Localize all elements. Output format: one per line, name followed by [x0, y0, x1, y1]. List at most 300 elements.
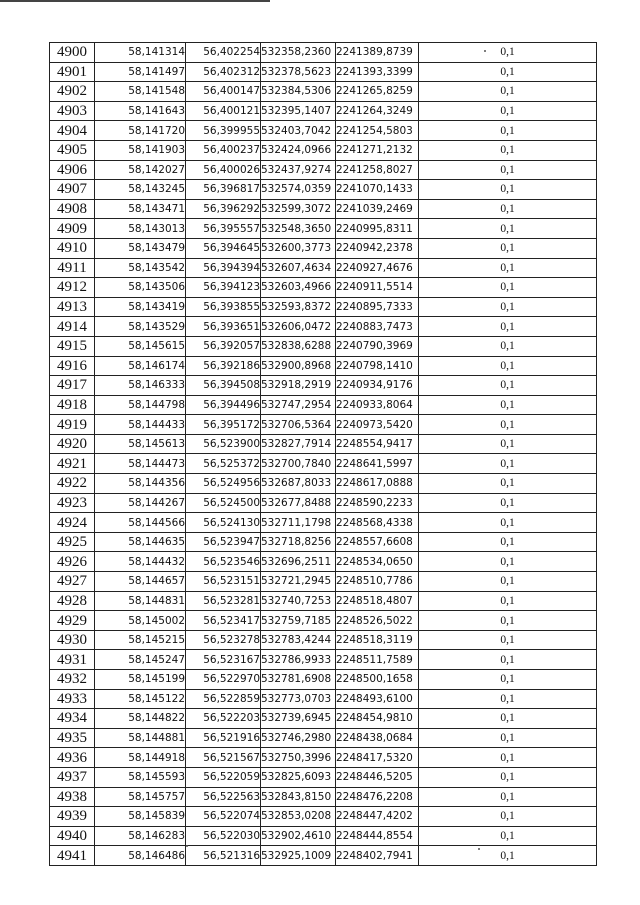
longitude-cell: 56,402312 — [186, 62, 261, 82]
coord-x-cell: 532918,2919 — [261, 376, 336, 396]
table-row — [50, 650, 597, 670]
point-number-cell: 4906 — [50, 160, 95, 180]
table-row — [50, 630, 597, 650]
coord-y-cell: 2240995,8311 — [336, 219, 419, 239]
latitude-cell: 58,144918 — [95, 748, 186, 768]
scan-speck — [484, 50, 486, 52]
coord-x-cell: 532783,4244 — [261, 630, 336, 650]
latitude-cell: 58,146174 — [95, 356, 186, 376]
latitude-cell: 58,143419 — [95, 297, 186, 317]
longitude-cell: 56,521316 — [186, 846, 261, 866]
coord-y-cell: 2248438,0684 — [336, 728, 419, 748]
coordinates-table — [49, 42, 597, 866]
coord-y-cell: 2241264,3249 — [336, 101, 419, 121]
accuracy-cell: 0,1 — [419, 846, 597, 866]
accuracy-cell: 0,1 — [419, 709, 597, 729]
latitude-cell: 58,145757 — [95, 787, 186, 807]
coord-y-cell: 2240973,5420 — [336, 415, 419, 435]
accuracy-cell: 0,1 — [419, 219, 597, 239]
coord-y-cell: 2248402,7941 — [336, 846, 419, 866]
coord-y-cell: 2248476,2208 — [336, 787, 419, 807]
coord-y-cell: 2248554,9417 — [336, 434, 419, 454]
table-row — [50, 474, 597, 494]
accuracy-cell: 0,1 — [419, 140, 597, 160]
coord-x-cell: 532593,8372 — [261, 297, 336, 317]
table-row — [50, 395, 597, 415]
table-row — [50, 611, 597, 631]
longitude-cell: 56,400147 — [186, 82, 261, 102]
latitude-cell: 58,146283 — [95, 826, 186, 846]
coord-x-cell: 532437,9274 — [261, 160, 336, 180]
longitude-cell: 56,523167 — [186, 650, 261, 670]
table-row — [50, 62, 597, 82]
accuracy-cell: 0,1 — [419, 121, 597, 141]
coord-x-cell: 532403,7042 — [261, 121, 336, 141]
table-row — [50, 336, 597, 356]
point-number-cell: 4926 — [50, 552, 95, 572]
coord-x-cell: 532781,6908 — [261, 670, 336, 690]
table-row — [50, 689, 597, 709]
table-row — [50, 278, 597, 298]
latitude-cell: 58,144881 — [95, 728, 186, 748]
longitude-cell: 56,524956 — [186, 474, 261, 494]
coord-y-cell: 2248447,4202 — [336, 807, 419, 827]
table-row — [50, 219, 597, 239]
latitude-cell: 58,145593 — [95, 767, 186, 787]
table-row — [50, 846, 597, 866]
coord-y-cell: 2240895,7333 — [336, 297, 419, 317]
point-number-cell: 4941 — [50, 846, 95, 866]
point-number-cell: 4903 — [50, 101, 95, 121]
point-number-cell: 4938 — [50, 787, 95, 807]
point-number-cell: 4934 — [50, 709, 95, 729]
longitude-cell: 56,522203 — [186, 709, 261, 729]
longitude-cell: 56,394496 — [186, 395, 261, 415]
accuracy-cell: 0,1 — [419, 591, 597, 611]
longitude-cell: 56,521567 — [186, 748, 261, 768]
longitude-cell: 56,523278 — [186, 630, 261, 650]
longitude-cell: 56,523546 — [186, 552, 261, 572]
longitude-cell: 56,523151 — [186, 572, 261, 592]
accuracy-cell: 0,1 — [419, 650, 597, 670]
point-number-cell: 4935 — [50, 728, 95, 748]
coord-y-cell: 2241393,3399 — [336, 62, 419, 82]
longitude-cell: 56,396817 — [186, 180, 261, 200]
latitude-cell: 58,144831 — [95, 591, 186, 611]
longitude-cell: 56,523281 — [186, 591, 261, 611]
table-row — [50, 258, 597, 278]
coord-x-cell: 532900,8968 — [261, 356, 336, 376]
latitude-cell: 58,144657 — [95, 572, 186, 592]
table-row — [50, 160, 597, 180]
accuracy-cell: 0,1 — [419, 767, 597, 787]
longitude-cell: 56,394394 — [186, 258, 261, 278]
scan-speck — [186, 845, 188, 847]
longitude-cell: 56,394123 — [186, 278, 261, 298]
coord-x-cell: 532739,6945 — [261, 709, 336, 729]
point-number-cell: 4925 — [50, 532, 95, 552]
coord-y-cell: 2248568,4338 — [336, 513, 419, 533]
point-number-cell: 4936 — [50, 748, 95, 768]
latitude-cell: 58,144566 — [95, 513, 186, 533]
point-number-cell: 4902 — [50, 82, 95, 102]
latitude-cell: 58,145002 — [95, 611, 186, 631]
accuracy-cell: 0,1 — [419, 434, 597, 454]
table-row — [50, 591, 597, 611]
longitude-cell: 56,394508 — [186, 376, 261, 396]
point-number-cell: 4927 — [50, 572, 95, 592]
accuracy-cell: 0,1 — [419, 180, 597, 200]
latitude-cell: 58,145122 — [95, 689, 186, 709]
point-number-cell: 4914 — [50, 317, 95, 337]
accuracy-cell: 0,1 — [419, 43, 597, 63]
accuracy-cell: 0,1 — [419, 199, 597, 219]
coord-y-cell: 2248617,0888 — [336, 474, 419, 494]
accuracy-cell: 0,1 — [419, 748, 597, 768]
point-number-cell: 4900 — [50, 43, 95, 63]
longitude-cell: 56,400121 — [186, 101, 261, 121]
point-number-cell: 4919 — [50, 415, 95, 435]
accuracy-cell: 0,1 — [419, 297, 597, 317]
accuracy-cell: 0,1 — [419, 670, 597, 690]
coord-x-cell: 532677,8488 — [261, 493, 336, 513]
point-number-cell: 4920 — [50, 434, 95, 454]
table-row — [50, 238, 597, 258]
table-row — [50, 513, 597, 533]
accuracy-cell: 0,1 — [419, 630, 597, 650]
longitude-cell: 56,399955 — [186, 121, 261, 141]
accuracy-cell: 0,1 — [419, 689, 597, 709]
coord-y-cell: 2248557,6608 — [336, 532, 419, 552]
coord-x-cell: 532358,2360 — [261, 43, 336, 63]
table-row — [50, 493, 597, 513]
point-number-cell: 4911 — [50, 258, 95, 278]
table-row — [50, 140, 597, 160]
latitude-cell: 58,141497 — [95, 62, 186, 82]
latitude-cell: 58,144432 — [95, 552, 186, 572]
table-row — [50, 199, 597, 219]
coord-y-cell: 2248518,4807 — [336, 591, 419, 611]
table-row — [50, 728, 597, 748]
longitude-cell: 56,521916 — [186, 728, 261, 748]
point-number-cell: 4901 — [50, 62, 95, 82]
point-number-cell: 4917 — [50, 376, 95, 396]
point-number-cell: 4912 — [50, 278, 95, 298]
longitude-cell: 56,402254 — [186, 43, 261, 63]
accuracy-cell: 0,1 — [419, 238, 597, 258]
coord-x-cell: 532424,0966 — [261, 140, 336, 160]
coord-y-cell: 2241389,8739 — [336, 43, 419, 63]
coord-x-cell: 532607,4634 — [261, 258, 336, 278]
coord-y-cell: 2248590,2233 — [336, 493, 419, 513]
table-row — [50, 101, 597, 121]
accuracy-cell: 0,1 — [419, 160, 597, 180]
coord-x-cell: 532718,8256 — [261, 532, 336, 552]
latitude-cell: 58,144798 — [95, 395, 186, 415]
scan-edge-line — [0, 0, 270, 2]
point-number-cell: 4915 — [50, 336, 95, 356]
table-row — [50, 376, 597, 396]
table-row — [50, 434, 597, 454]
point-number-cell: 4929 — [50, 611, 95, 631]
accuracy-cell: 0,1 — [419, 101, 597, 121]
longitude-cell: 56,523417 — [186, 611, 261, 631]
point-number-cell: 4904 — [50, 121, 95, 141]
latitude-cell: 58,142027 — [95, 160, 186, 180]
table-row — [50, 767, 597, 787]
coord-x-cell: 532384,5306 — [261, 82, 336, 102]
table-row — [50, 552, 597, 572]
coordinates-table-body — [50, 43, 597, 866]
accuracy-cell: 0,1 — [419, 552, 597, 572]
longitude-cell: 56,523947 — [186, 532, 261, 552]
coord-y-cell: 2248511,7589 — [336, 650, 419, 670]
latitude-cell: 58,145839 — [95, 807, 186, 827]
latitude-cell: 58,143529 — [95, 317, 186, 337]
coord-y-cell: 2248500,1658 — [336, 670, 419, 690]
accuracy-cell: 0,1 — [419, 356, 597, 376]
coord-y-cell: 2248446,5205 — [336, 767, 419, 787]
accuracy-cell: 0,1 — [419, 395, 597, 415]
table-row — [50, 748, 597, 768]
point-number-cell: 4921 — [50, 454, 95, 474]
coord-y-cell: 2240942,2378 — [336, 238, 419, 258]
coord-x-cell: 532706,5364 — [261, 415, 336, 435]
accuracy-cell: 0,1 — [419, 572, 597, 592]
accuracy-cell: 0,1 — [419, 376, 597, 396]
table-row — [50, 709, 597, 729]
table-row — [50, 356, 597, 376]
longitude-cell: 56,524500 — [186, 493, 261, 513]
coord-x-cell: 532746,2980 — [261, 728, 336, 748]
latitude-cell: 58,141548 — [95, 82, 186, 102]
coord-y-cell: 2240911,5514 — [336, 278, 419, 298]
longitude-cell: 56,400026 — [186, 160, 261, 180]
latitude-cell: 58,143245 — [95, 180, 186, 200]
coord-y-cell: 2241265,8259 — [336, 82, 419, 102]
latitude-cell: 58,145199 — [95, 670, 186, 690]
coord-y-cell: 2240883,7473 — [336, 317, 419, 337]
longitude-cell: 56,522030 — [186, 826, 261, 846]
latitude-cell: 58,146486 — [95, 846, 186, 866]
latitude-cell: 58,143542 — [95, 258, 186, 278]
latitude-cell: 58,145215 — [95, 630, 186, 650]
coord-y-cell: 2240790,3969 — [336, 336, 419, 356]
accuracy-cell: 0,1 — [419, 787, 597, 807]
point-number-cell: 4940 — [50, 826, 95, 846]
coord-x-cell: 532750,3996 — [261, 748, 336, 768]
coord-x-cell: 532395,1407 — [261, 101, 336, 121]
coord-x-cell: 532721,2945 — [261, 572, 336, 592]
coord-y-cell: 2248493,6100 — [336, 689, 419, 709]
point-number-cell: 4916 — [50, 356, 95, 376]
coord-y-cell: 2240798,1410 — [336, 356, 419, 376]
latitude-cell: 58,144356 — [95, 474, 186, 494]
coord-x-cell: 532838,6288 — [261, 336, 336, 356]
point-number-cell: 4909 — [50, 219, 95, 239]
accuracy-cell: 0,1 — [419, 317, 597, 337]
point-number-cell: 4932 — [50, 670, 95, 690]
coord-x-cell: 532786,9933 — [261, 650, 336, 670]
coord-x-cell: 532687,8033 — [261, 474, 336, 494]
table-row — [50, 43, 597, 63]
coord-y-cell: 2248454,9810 — [336, 709, 419, 729]
point-number-cell: 4931 — [50, 650, 95, 670]
latitude-cell: 58,143013 — [95, 219, 186, 239]
point-number-cell: 4930 — [50, 630, 95, 650]
coord-x-cell: 532827,7914 — [261, 434, 336, 454]
table-row — [50, 121, 597, 141]
table-row — [50, 297, 597, 317]
longitude-cell: 56,393651 — [186, 317, 261, 337]
table-row — [50, 807, 597, 827]
table-row — [50, 317, 597, 337]
longitude-cell: 56,395557 — [186, 219, 261, 239]
latitude-cell: 58,145247 — [95, 650, 186, 670]
latitude-cell: 58,145615 — [95, 336, 186, 356]
accuracy-cell: 0,1 — [419, 82, 597, 102]
latitude-cell: 58,144473 — [95, 454, 186, 474]
coord-x-cell: 532925,1009 — [261, 846, 336, 866]
table-row — [50, 180, 597, 200]
coord-x-cell: 532696,2511 — [261, 552, 336, 572]
table-row — [50, 454, 597, 474]
longitude-cell: 56,400237 — [186, 140, 261, 160]
accuracy-cell: 0,1 — [419, 258, 597, 278]
latitude-cell: 58,143506 — [95, 278, 186, 298]
table-row — [50, 572, 597, 592]
latitude-cell: 58,145613 — [95, 434, 186, 454]
longitude-cell: 56,393855 — [186, 297, 261, 317]
latitude-cell: 58,141643 — [95, 101, 186, 121]
accuracy-cell: 0,1 — [419, 728, 597, 748]
longitude-cell: 56,522563 — [186, 787, 261, 807]
accuracy-cell: 0,1 — [419, 278, 597, 298]
coord-y-cell: 2241271,2132 — [336, 140, 419, 160]
point-number-cell: 4937 — [50, 767, 95, 787]
accuracy-cell: 0,1 — [419, 415, 597, 435]
table-row — [50, 787, 597, 807]
latitude-cell: 58,144822 — [95, 709, 186, 729]
latitude-cell: 58,141720 — [95, 121, 186, 141]
longitude-cell: 56,522059 — [186, 767, 261, 787]
latitude-cell: 58,144267 — [95, 493, 186, 513]
latitude-cell: 58,141314 — [95, 43, 186, 63]
latitude-cell: 58,143479 — [95, 238, 186, 258]
longitude-cell: 56,394645 — [186, 238, 261, 258]
accuracy-cell: 0,1 — [419, 611, 597, 631]
latitude-cell: 58,141903 — [95, 140, 186, 160]
scan-speck — [478, 848, 480, 850]
point-number-cell: 4908 — [50, 199, 95, 219]
coord-x-cell: 532700,7840 — [261, 454, 336, 474]
coord-y-cell: 2240934,9176 — [336, 376, 419, 396]
longitude-cell: 56,392057 — [186, 336, 261, 356]
longitude-cell: 56,392186 — [186, 356, 261, 376]
coord-y-cell: 2248641,5997 — [336, 454, 419, 474]
point-number-cell: 4913 — [50, 297, 95, 317]
table-row — [50, 82, 597, 102]
point-number-cell: 4928 — [50, 591, 95, 611]
coord-x-cell: 532606,0472 — [261, 317, 336, 337]
longitude-cell: 56,525372 — [186, 454, 261, 474]
table-row — [50, 826, 597, 846]
longitude-cell: 56,395172 — [186, 415, 261, 435]
accuracy-cell: 0,1 — [419, 454, 597, 474]
accuracy-cell: 0,1 — [419, 807, 597, 827]
coord-y-cell: 2241258,8027 — [336, 160, 419, 180]
point-number-cell: 4907 — [50, 180, 95, 200]
coord-x-cell: 532599,3072 — [261, 199, 336, 219]
coord-y-cell: 2248444,8554 — [336, 826, 419, 846]
point-number-cell: 4933 — [50, 689, 95, 709]
accuracy-cell: 0,1 — [419, 532, 597, 552]
longitude-cell: 56,524130 — [186, 513, 261, 533]
coord-x-cell: 532378,5623 — [261, 62, 336, 82]
latitude-cell: 58,144433 — [95, 415, 186, 435]
longitude-cell: 56,522859 — [186, 689, 261, 709]
accuracy-cell: 0,1 — [419, 826, 597, 846]
coord-y-cell: 2240933,8064 — [336, 395, 419, 415]
accuracy-cell: 0,1 — [419, 474, 597, 494]
longitude-cell: 56,523900 — [186, 434, 261, 454]
coord-y-cell: 2241254,5803 — [336, 121, 419, 141]
accuracy-cell: 0,1 — [419, 336, 597, 356]
point-number-cell: 4922 — [50, 474, 95, 494]
table-row — [50, 670, 597, 690]
point-number-cell: 4939 — [50, 807, 95, 827]
latitude-cell: 58,143471 — [95, 199, 186, 219]
coord-x-cell: 532773,0703 — [261, 689, 336, 709]
coord-x-cell: 532574,0359 — [261, 180, 336, 200]
coord-y-cell: 2248417,5320 — [336, 748, 419, 768]
point-number-cell: 4905 — [50, 140, 95, 160]
coord-y-cell: 2240927,4676 — [336, 258, 419, 278]
coord-x-cell: 532825,6093 — [261, 767, 336, 787]
latitude-cell: 58,146333 — [95, 376, 186, 396]
coord-x-cell: 532902,4610 — [261, 826, 336, 846]
coord-y-cell: 2248534,0650 — [336, 552, 419, 572]
coord-x-cell: 532600,3773 — [261, 238, 336, 258]
latitude-cell: 58,144635 — [95, 532, 186, 552]
coord-x-cell: 532843,8150 — [261, 787, 336, 807]
table-row — [50, 415, 597, 435]
coord-x-cell: 532548,3650 — [261, 219, 336, 239]
accuracy-cell: 0,1 — [419, 493, 597, 513]
accuracy-cell: 0,1 — [419, 513, 597, 533]
table-row — [50, 532, 597, 552]
point-number-cell: 4924 — [50, 513, 95, 533]
coord-y-cell: 2248510,7786 — [336, 572, 419, 592]
coord-x-cell: 532747,2954 — [261, 395, 336, 415]
accuracy-cell: 0,1 — [419, 62, 597, 82]
longitude-cell: 56,522970 — [186, 670, 261, 690]
point-number-cell: 4910 — [50, 238, 95, 258]
coord-y-cell: 2248518,3119 — [336, 630, 419, 650]
coord-y-cell: 2241039,2469 — [336, 199, 419, 219]
point-number-cell: 4923 — [50, 493, 95, 513]
longitude-cell: 56,396292 — [186, 199, 261, 219]
coord-x-cell: 532603,4966 — [261, 278, 336, 298]
coord-y-cell: 2241070,1433 — [336, 180, 419, 200]
coord-y-cell: 2248526,5022 — [336, 611, 419, 631]
coord-x-cell: 532853,0208 — [261, 807, 336, 827]
coord-x-cell: 532711,1798 — [261, 513, 336, 533]
coord-x-cell: 532759,7185 — [261, 611, 336, 631]
longitude-cell: 56,522074 — [186, 807, 261, 827]
point-number-cell: 4918 — [50, 395, 95, 415]
coord-x-cell: 532740,7253 — [261, 591, 336, 611]
